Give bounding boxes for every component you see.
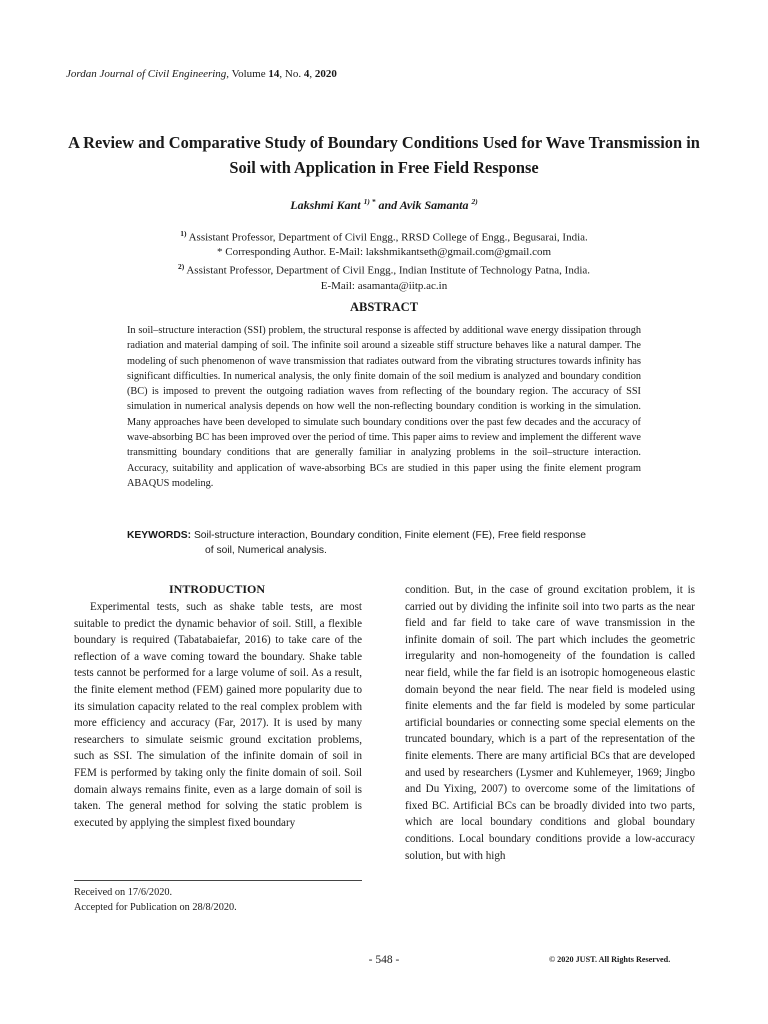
author-2-email: E-Mail: asamanta@iitp.ac.in <box>320 279 448 292</box>
keywords-line-2: of soil, Numerical analysis. <box>205 544 327 556</box>
keywords-label: KEYWORDS: <box>127 530 192 541</box>
issue-number: 4 <box>303 68 310 80</box>
author-2: Avik Samanta <box>399 198 469 212</box>
copyright-notice: © 2020 JUST. All Rights Reserved. <box>549 955 671 964</box>
keywords-line-1: Soil-structure interaction, Boundary condition, Finite element (FE), Free field response <box>191 530 586 541</box>
affiliation-2-text: Assistant Professor, Department of Civil Engg., Indian Institute of Technology Patna, India. <box>184 264 591 277</box>
abstract-heading: ABSTRACT <box>349 300 419 314</box>
affiliation-2-marker: 2) <box>177 262 185 272</box>
footnote-dates <box>74 885 237 915</box>
keywords <box>127 529 641 558</box>
volume-label: Volume <box>229 68 269 80</box>
page-number: - 548 - <box>368 954 400 966</box>
author-line <box>60 197 708 213</box>
abstract-body: In soil–structure interaction (SSI) problem, the structural response is affected by additional wave energy dissipation through radiation and material damping of soil. The infinite soil around a sizeable stiff structure behaves like a natural damper. The modeling of such phenomenon of wave transmission that radiates outward from the vibrating structures towards infinity has significant difficulties. In numerical analysis, the only finite domain of the soil medium is analyzed and boundary condition (BC) is imposed to prevent the outgoing radiation waves from reflecting of the boundary region. The accuracy of SSI simulation in numerical analysis depends on how well the non-reflecting boundary condition is working in the simulation. Many approaches have been developed to simulate such boundary conditions over the past few decades and the accuracy of wave-absorbing BC has been improved over the period of time. This paper aims to review and implement the different wave transmitting boundary conditions that are generally familiar in analyzing problems in the soil–structure interaction. Accuracy, suitability and application of wave-absorbing BCs are studied in this paper using the finite element program ABAQUS modeling. <box>127 325 641 489</box>
year: 2020 <box>314 68 337 80</box>
volume-number: 14 <box>268 68 280 80</box>
author-conjunction: and <box>375 198 400 212</box>
corresponding-author: * Corresponding Author. E-Mail: lakshmikantseth@gmail.com@gmail.com <box>216 246 552 259</box>
received-date: Received on 17/6/2020. <box>74 887 173 898</box>
introduction-heading: INTRODUCTION <box>168 582 265 596</box>
affiliation-1 <box>60 227 708 245</box>
number-label: , No. <box>279 68 304 80</box>
author-1: Lakshmi Kant <box>290 198 361 212</box>
affiliations <box>60 227 708 294</box>
accepted-date: Accepted for Publication on 28/8/2020. <box>74 902 237 913</box>
affiliation-1-text: Assistant Professor, Department of Civil Engg., RRSD College of Engg., Begusarai, India. <box>186 231 588 244</box>
running-header <box>66 68 337 80</box>
journal-name: Jordan Journal of Civil Engineering, <box>66 68 230 80</box>
author-1-marker: 1) * <box>363 197 376 206</box>
footnote-divider <box>74 880 362 881</box>
author-2-marker: 2) <box>471 197 478 206</box>
introduction-left-column: Experimental tests, such as shake table tests, are most suitable to predict the dynamic behavior of soil. Still, a flexible boundary is required (Tabatabaiefar, 2016) to take care of the reflection of a wave coming toward the boundary. Shake table tests cannot be performed for a large volume of soil. As a result, the finite element method (FEM) gained more popularity due to its simulation capacity related to the real complex problem with more efficiency and accuracy (Far, 2017). It is used by many researchers to simulate seismic ground excitation problems, such as SSI. The simulation of the infinite domain of soil in FEM is performed by taking only the finite domain of soil. Soil domain always remains finite, even as a large domain of soil is taken. The general method for solving the static problem is executed by applying the simplest fixed boundary <box>74 601 362 829</box>
affiliation-2 <box>60 260 708 278</box>
paper-title: A Review and Comparative Study of Boundary Conditions Used for Wave Transmission in Soil with Application in Free Field Response <box>68 133 700 177</box>
introduction-right-column: condition. But, in the case of ground excitation problem, it is carried out by dividing the infinite soil into two parts as the near field and far field to take care of wave transmission in the infinite domain of soil. The part which includes the geometric irregularity and non-homogeneity of the foundation is called near field, while the far field is an isotropic homogeneous elastic domain beyond the near field. The near field is modeled using finite elements and the far field is modeled by some particular artificial boundaries or connecting some special elements on the truncated boundary, which is a part of the representation of the finite elements. There are many artificial BCs that are developed and used by researchers (Lysmer and Kuhlemeyer, 1969; Jingbo and Du Yixing, 2007) to overcome some of the limitations of fixed BC. Artificial BCs can be broadly divided into two parts, which are local boundary conditions and global boundary conditions. Local boundary conditions provide a low-accuracy solution, but with high <box>405 584 695 862</box>
header-separator: , <box>309 68 315 80</box>
affiliation-1-marker: 1) <box>180 229 187 238</box>
